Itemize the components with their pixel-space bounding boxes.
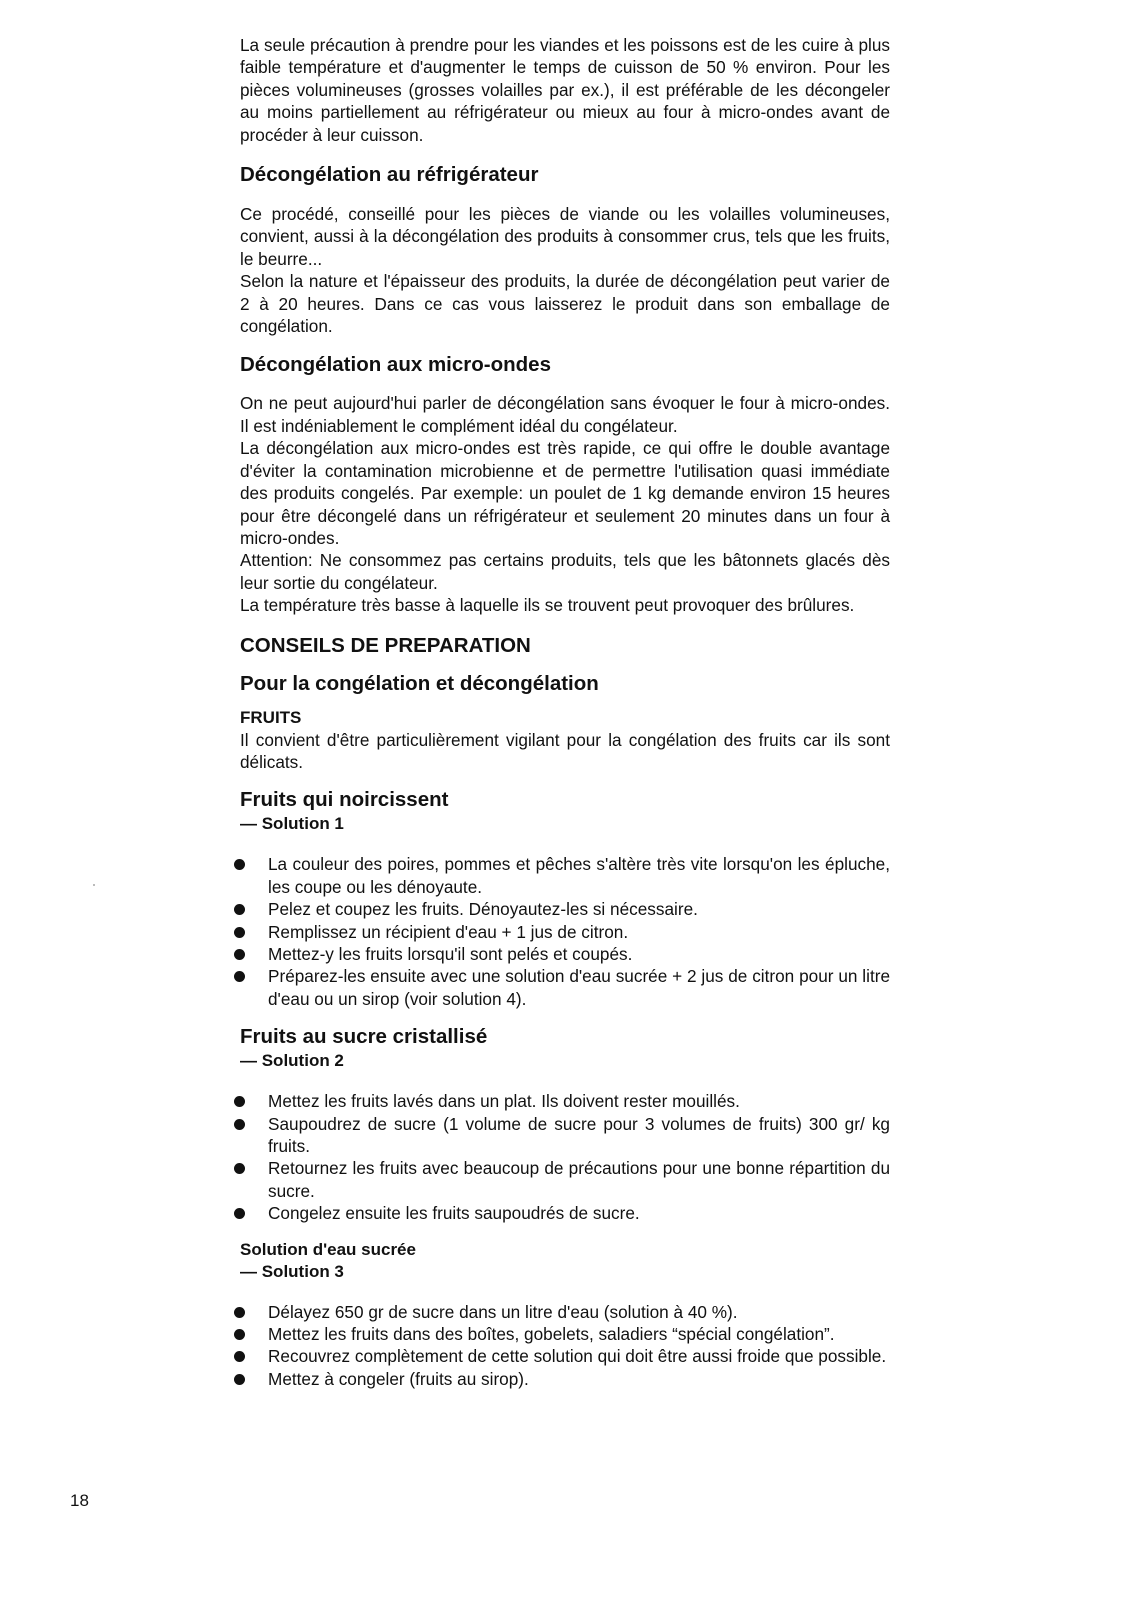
microwave-paragraph-4: La température très basse à laquelle ils se trouvent peut provoquer des brûlures. [240, 595, 855, 616]
fridge-paragraph-2: Selon la nature et l'épaisseur des produits, la durée de décongélation peut varier de 2 à 20 heures. Dans ce cas vous laisserez le produit dans son emballage de congélation. [240, 271, 890, 337]
bullet-icon [234, 1374, 245, 1385]
list-item: Mettez-y les fruits lorsqu'il sont pelés et coupés. [240, 943, 890, 965]
bullet-icon [234, 1096, 245, 1107]
list-item: Délayez 650 gr de sucre dans un litre d'eau (solution à 40 %). [240, 1301, 890, 1323]
microwave-paragraph-1: On ne peut aujourd'hui parler de décongélation sans évoquer le four à micro-ondes. Il est indéniablement le complément idéal du congélateur. [240, 393, 890, 436]
list-item: Préparez-les ensuite avec une solution d'eau sucrée + 2 jus de citron pour un litre d'eau ou un sirop (voir solution 4). [240, 965, 890, 1010]
conseils-heading: CONSEILS DE PREPARATION [240, 633, 531, 657]
solution-2-label: — Solution 2 [240, 1051, 344, 1071]
bullet-icon [234, 859, 245, 870]
noircissent-list [240, 853, 890, 1010]
microwave-heading: Décongélation aux micro-ondes [240, 353, 551, 377]
conseils-subheading: Pour la congélation et décongélation [240, 671, 599, 695]
list-item: Congelez ensuite les fruits saupoudrés de sucre. [240, 1202, 890, 1224]
eau-sucree-heading: Solution d'eau sucrée [240, 1239, 416, 1259]
cristallise-list [240, 1090, 890, 1224]
list-item: Saupoudrez de sucre (1 volume de sucre pour 3 volumes de fruits) 300 gr/ kg fruits. [240, 1113, 890, 1158]
microwave-paragraph-3: Attention: Ne consommez pas certains produits, tels que les bâtonnets glacés dès leur sortie du congélateur. [240, 550, 890, 593]
bullet-icon [234, 904, 245, 915]
noircissent-heading: Fruits qui noircissent [240, 788, 449, 812]
bullet-icon [234, 971, 245, 982]
bullet-icon [234, 1351, 245, 1362]
bullet-icon [234, 1163, 245, 1174]
list-item: La couleur des poires, pommes et pêches s'altère très vite lorsqu'on les épluche, les coupe ou les dénoyaute. [240, 853, 890, 898]
intro-paragraph: La seule précaution à prendre pour les viandes et les poissons est de les cuire à plus faible température et d'augmenter le temps de cuisson de 50 % environ. Pour les pièces volumineuses (grosses volailles par ex.), il est préférable de les décongeler au moins partiellement au réfrigérateur ou mieux au four à micro-ondes avant de procéder à leur cuisson. [240, 35, 890, 145]
fridge-heading: Décongélation au réfrigérateur [240, 163, 539, 187]
solution-3-label: — Solution 3 [240, 1261, 344, 1281]
list-item: Mettez à congeler (fruits au sirop). [240, 1368, 890, 1390]
list-item: Recouvrez complètement de cette solution qui doit être aussi froide que possible. [240, 1345, 890, 1367]
scan-mark [93, 884, 95, 886]
microwave-paragraph-2: La décongélation aux micro-ondes est très rapide, ce qui offre le double avantage d'éviter la contamination microbienne et de permettre l'utilisation quasi immédiate des produits congelés. Par exemple: un poulet de 1 kg demande environ 15 heures pour être décongelé dans un réfrigérateur et seulement 20 minutes dans un four à micro-ondes. [240, 438, 890, 548]
bullet-icon [234, 1119, 245, 1130]
list-item: Pelez et coupez les fruits. Dénoyautez-les si nécessaire. [240, 898, 890, 920]
list-item: Mettez les fruits dans des boîtes, gobelets, saladiers “spécial congélation”. [240, 1323, 890, 1345]
page-number: 18 [70, 1491, 89, 1510]
fruits-label: FRUITS [240, 707, 302, 727]
list-item: Mettez les fruits lavés dans un plat. Ils doivent rester mouillés. [240, 1090, 890, 1112]
fridge-paragraph-1: Ce procédé, conseillé pour les pièces de viande ou les volailles volumineuses, convient, aussi à la décongélation des produits à consommer crus, tels que les fruits, le beurre... [240, 204, 890, 269]
bullet-icon [234, 949, 245, 960]
solution-1-label: — Solution 1 [240, 814, 344, 834]
cristallise-heading: Fruits au sucre cristallisé [240, 1025, 488, 1049]
list-item: Remplissez un récipient d'eau + 1 jus de citron. [240, 921, 890, 943]
bullet-icon [234, 1208, 245, 1219]
fruits-paragraph: Il convient d'être particulièrement vigilant pour la congélation des fruits car ils sont délicats. [240, 729, 890, 772]
list-item: Retournez les fruits avec beaucoup de précautions pour une bonne répartition du sucre. [240, 1157, 890, 1202]
bullet-icon [234, 927, 245, 938]
bullet-icon [234, 1329, 245, 1340]
eau-sucree-list [240, 1301, 890, 1391]
text-column [240, 34, 890, 1390]
bullet-icon [234, 1307, 245, 1318]
